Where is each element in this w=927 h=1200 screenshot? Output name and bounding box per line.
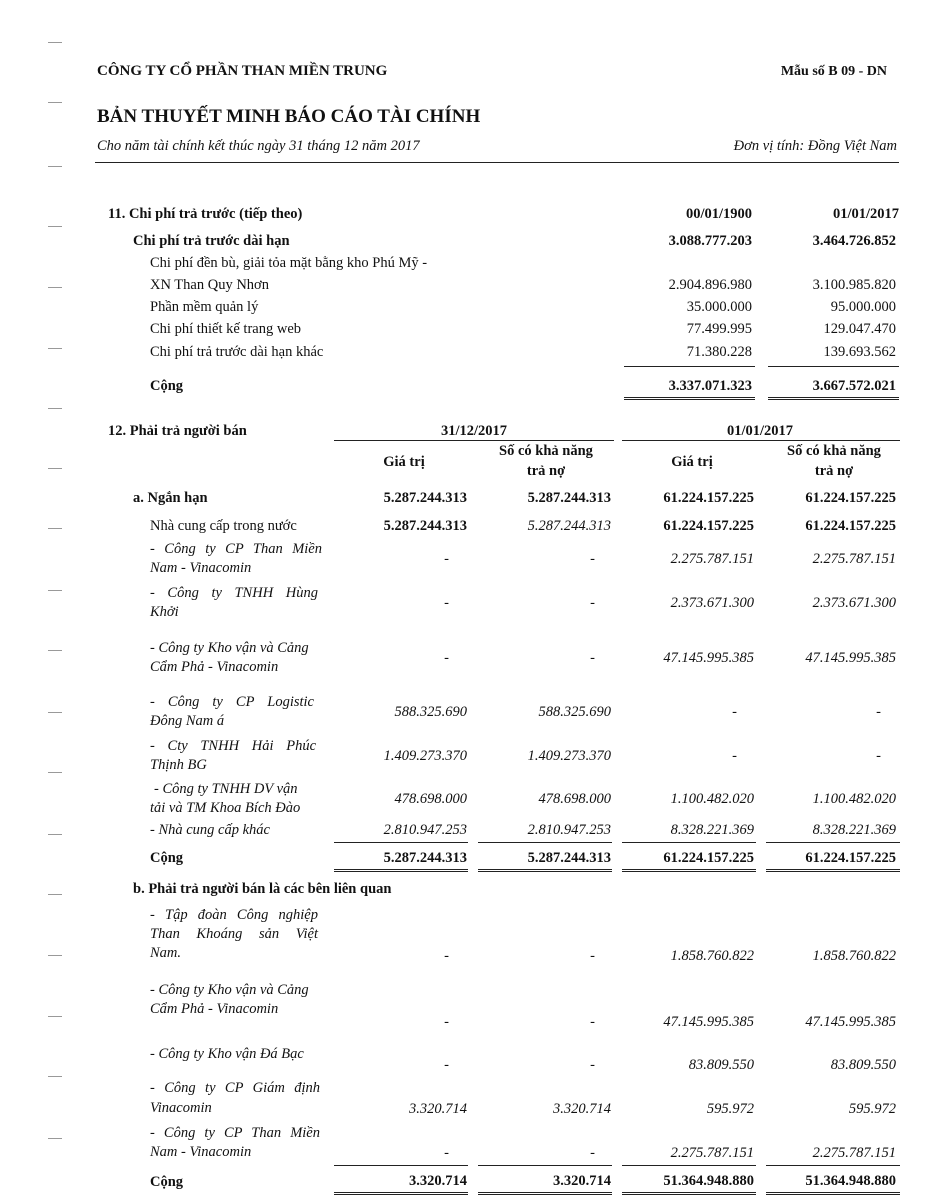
supplier-name-line2: Cẩm Phả - Vinacomin [150, 659, 279, 675]
supplier-name-line1: - Công ty TNHH Hùng [150, 585, 318, 601]
value-cell: 3.320.714 [553, 1101, 611, 1117]
value-cell: - [444, 1014, 449, 1030]
party-name-line1: - Tập đoàn Công nghiệp [150, 907, 318, 923]
supplier-name-line2: Nam - Vinacomin [150, 560, 252, 576]
party-name-line1: - Công ty Kho vận Đá Bạc [150, 1046, 304, 1062]
s11-row-v2: 139.693.562 [823, 344, 896, 360]
s11-total-rule [624, 397, 755, 400]
s11-row-v2: 129.047.470 [823, 321, 896, 337]
s12a-v2: 5.287.244.313 [527, 490, 611, 506]
value-cell: 1.409.273.370 [383, 748, 467, 764]
value-cell: 47.145.995.385 [805, 650, 896, 666]
value-cell: 2.810.947.253 [527, 822, 611, 838]
value-cell: 83.809.550 [688, 1057, 754, 1073]
s12b-total-v3: 51.364.948.880 [663, 1173, 754, 1189]
s12a-domestic-v1: 5.287.244.313 [383, 518, 467, 534]
s11-col2-header: 01/01/2017 [832, 206, 899, 222]
supplier-name-line2: Khởi [150, 604, 179, 620]
value-cell: 1.100.482.020 [812, 791, 896, 807]
section-11-heading: 11. Chi phí trả trước (tiếp theo) [108, 206, 303, 222]
s12a-total-rule [766, 869, 900, 872]
s12b-total-rule [766, 1192, 900, 1195]
party-name-line1: - Công ty CP Than Miền [150, 1125, 320, 1141]
s12-col-pay-1: Số có khả năng [787, 443, 881, 459]
s12b-subtotal-rule [766, 1165, 900, 1166]
s12a-domestic-label: Nhà cung cấp trong nước [150, 518, 297, 534]
s12a-domestic-v2: 5.287.244.313 [527, 518, 611, 534]
s12a-total-v2: 5.287.244.313 [527, 850, 611, 866]
s12b-label: b. Phải trả người bán là các bên liên quan [133, 881, 392, 897]
value-cell: 1.100.482.020 [670, 791, 754, 807]
value-cell: - [590, 595, 595, 611]
s12a-total-v3: 61.224.157.225 [663, 850, 754, 866]
s12-col-pay-2: trả nợ [526, 463, 566, 479]
s11-total-rule [768, 397, 899, 400]
value-cell: 3.320.714 [409, 1101, 467, 1117]
value-cell: 478.698.000 [538, 791, 611, 807]
s12b-subtotal-rule [622, 1165, 756, 1166]
value-cell: - [590, 650, 595, 666]
s12a-label: a. Ngắn hạn [133, 490, 208, 506]
s11-row-label: Chi phí trả trước dài hạn khác [150, 344, 324, 360]
s12-group1-header: 31/12/2017 [440, 423, 508, 439]
value-cell: 2.275.787.151 [670, 551, 754, 567]
s12-group1-rule [334, 440, 614, 441]
s11-total-label: Cộng [150, 378, 184, 394]
currency-unit: Đơn vị tính: Đồng Việt Nam [733, 138, 897, 154]
report-period: Cho năm tài chính kết thúc ngày 31 tháng 12 năm 2017 [97, 138, 420, 154]
party-name-line3: Nam. [150, 945, 182, 961]
supplier-name-line1: - Công ty CP Logistic [150, 694, 314, 710]
s11-row-label: Chi phí đền bù, giải tỏa mặt bằng kho Phú Mỹ - [150, 255, 428, 271]
supplier-name-line1: - Công ty CP Than Miền [150, 541, 322, 557]
value-cell: - [732, 704, 737, 720]
s12-col-pay-2: trả nợ [814, 463, 854, 479]
s12-col-value: Giá trị [671, 454, 713, 470]
s11-row-v1: 71.380.228 [686, 344, 752, 360]
value-cell: - [444, 948, 449, 964]
s11-row-v1: 77.499.995 [686, 321, 752, 337]
value-cell: 2.275.787.151 [812, 551, 896, 567]
s12a-subtotal-rule [622, 842, 756, 843]
value-cell: - [444, 650, 449, 666]
s12b-subtotal-rule [478, 1165, 612, 1166]
s12-col-value: Giá trị [383, 454, 425, 470]
s12a-total-rule [478, 869, 612, 872]
s12a-v4: 61.224.157.225 [805, 490, 896, 506]
s11-row-v1: 2.904.896.980 [668, 277, 752, 293]
s12a-total-v1: 5.287.244.313 [383, 850, 467, 866]
party-name-line2: Vinacomin [150, 1100, 212, 1116]
supplier-name-line2: tải và TM Khoa Bích Đào [150, 800, 301, 816]
party-name-line2: Cẩm Phả - Vinacomin [150, 1001, 279, 1017]
s11-subtotal-rule [768, 366, 899, 367]
value-cell: 8.328.221.369 [670, 822, 754, 838]
s11-subhead-v1: 3.088.777.203 [668, 233, 752, 249]
company-name: CÔNG TY CỔ PHẦN THAN MIỀN TRUNG [97, 63, 388, 79]
form-code: Mẫu số B 09 - DN [780, 64, 887, 79]
s12-group2-header: 01/01/2017 [726, 423, 794, 439]
party-name-line2: Nam - Vinacomin [150, 1144, 252, 1160]
s11-subhead-v2: 3.464.726.852 [812, 233, 896, 249]
s12-col-pay-1: Số có khả năng [499, 443, 593, 459]
value-cell: - [444, 551, 449, 567]
supplier-name-line1: - Công ty Kho vận và Cảng [150, 640, 309, 656]
s12a-domestic-v3: 61.224.157.225 [663, 518, 754, 534]
value-cell: 1.858.760.822 [670, 948, 754, 964]
s12a-total-rule [334, 869, 468, 872]
s12b-total-v1: 3.320.714 [409, 1173, 467, 1189]
value-cell: - [444, 595, 449, 611]
s11-row-label: Phần mềm quản lý [150, 299, 259, 315]
value-cell: - [444, 1057, 449, 1073]
value-cell: - [590, 1057, 595, 1073]
value-cell: - [876, 748, 881, 764]
value-cell: 47.145.995.385 [663, 1014, 754, 1030]
value-cell: 47.145.995.385 [663, 650, 754, 666]
supplier-name-line1: - Công ty TNHH DV vận [154, 781, 298, 797]
value-cell: 2.275.787.151 [670, 1145, 754, 1161]
s11-row-label: XN Than Quy Nhơn [150, 277, 269, 293]
party-name-line1: - Công ty CP Giám định [150, 1080, 320, 1096]
supplier-name-line2: Thịnh BG [150, 757, 207, 773]
value-cell: 2.275.787.151 [812, 1145, 896, 1161]
s11-row-v1: 35.000.000 [686, 299, 752, 315]
value-cell: 595.972 [848, 1101, 896, 1117]
s11-row-label: Chi phí thiết kế trang web [150, 321, 302, 337]
s12b-total-rule [334, 1192, 468, 1195]
value-cell: 83.809.550 [830, 1057, 896, 1073]
s12a-subtotal-rule [334, 842, 468, 843]
value-cell: 1.409.273.370 [527, 748, 611, 764]
s12a-v3: 61.224.157.225 [663, 490, 754, 506]
value-cell: 588.325.690 [538, 704, 611, 720]
s12b-subtotal-rule [334, 1165, 468, 1166]
s12a-domestic-v4: 61.224.157.225 [805, 518, 896, 534]
value-cell: - [590, 551, 595, 567]
supplier-name-line2: Đông Nam á [150, 713, 225, 729]
s12b-total-v4: 51.364.948.880 [805, 1173, 896, 1189]
value-cell: 8.328.221.369 [812, 822, 896, 838]
s12b-total-label: Cộng [150, 1174, 184, 1190]
value-cell: - [590, 948, 595, 964]
value-cell: - [590, 1014, 595, 1030]
value-cell: - [732, 748, 737, 764]
s12a-total-label: Cộng [150, 850, 184, 866]
report-title: BẢN THUYẾT MINH BÁO CÁO TÀI CHÍNH [97, 106, 481, 127]
s12b-total-rule [478, 1192, 612, 1195]
party-name-line2: Than Khoáng sản Việt [150, 926, 318, 942]
section-12-heading: 12. Phải trả người bán [108, 423, 247, 439]
value-cell: - [444, 1145, 449, 1161]
value-cell: 588.325.690 [394, 704, 467, 720]
s12b-total-rule [622, 1192, 756, 1195]
value-cell: 47.145.995.385 [805, 1014, 896, 1030]
s12a-subtotal-rule [766, 842, 900, 843]
value-cell: 2.810.947.253 [383, 822, 467, 838]
s12a-v1: 5.287.244.313 [383, 490, 467, 506]
value-cell: 2.373.671.300 [670, 595, 754, 611]
value-cell: 2.373.671.300 [812, 595, 896, 611]
party-name-line1: - Công ty Kho vận và Cảng [150, 982, 309, 998]
header-rule [95, 162, 899, 163]
s12-group2-rule [622, 440, 900, 441]
s11-subhead-label: Chi phí trả trước dài hạn [133, 233, 290, 249]
value-cell: 595.972 [706, 1101, 754, 1117]
s11-row-v2: 95.000.000 [830, 299, 896, 315]
s11-row-v2: 3.100.985.820 [812, 277, 896, 293]
supplier-name-line1: - Nhà cung cấp khác [150, 822, 270, 838]
value-cell: 1.858.760.822 [812, 948, 896, 964]
s12a-subtotal-rule [478, 842, 612, 843]
value-cell: 478.698.000 [394, 791, 467, 807]
value-cell: - [876, 704, 881, 720]
s12a-total-v4: 61.224.157.225 [805, 850, 896, 866]
s11-col1-header: 00/01/1900 [685, 206, 752, 222]
s11-subtotal-rule [624, 366, 755, 367]
s11-total-v1: 3.337.071.323 [668, 378, 752, 394]
s11-total-v2: 3.667.572.021 [812, 378, 896, 394]
supplier-name-line1: - Cty TNHH Hải Phúc [150, 738, 316, 754]
s12b-total-v2: 3.320.714 [553, 1173, 611, 1189]
s12a-total-rule [622, 869, 756, 872]
value-cell: - [590, 1145, 595, 1161]
